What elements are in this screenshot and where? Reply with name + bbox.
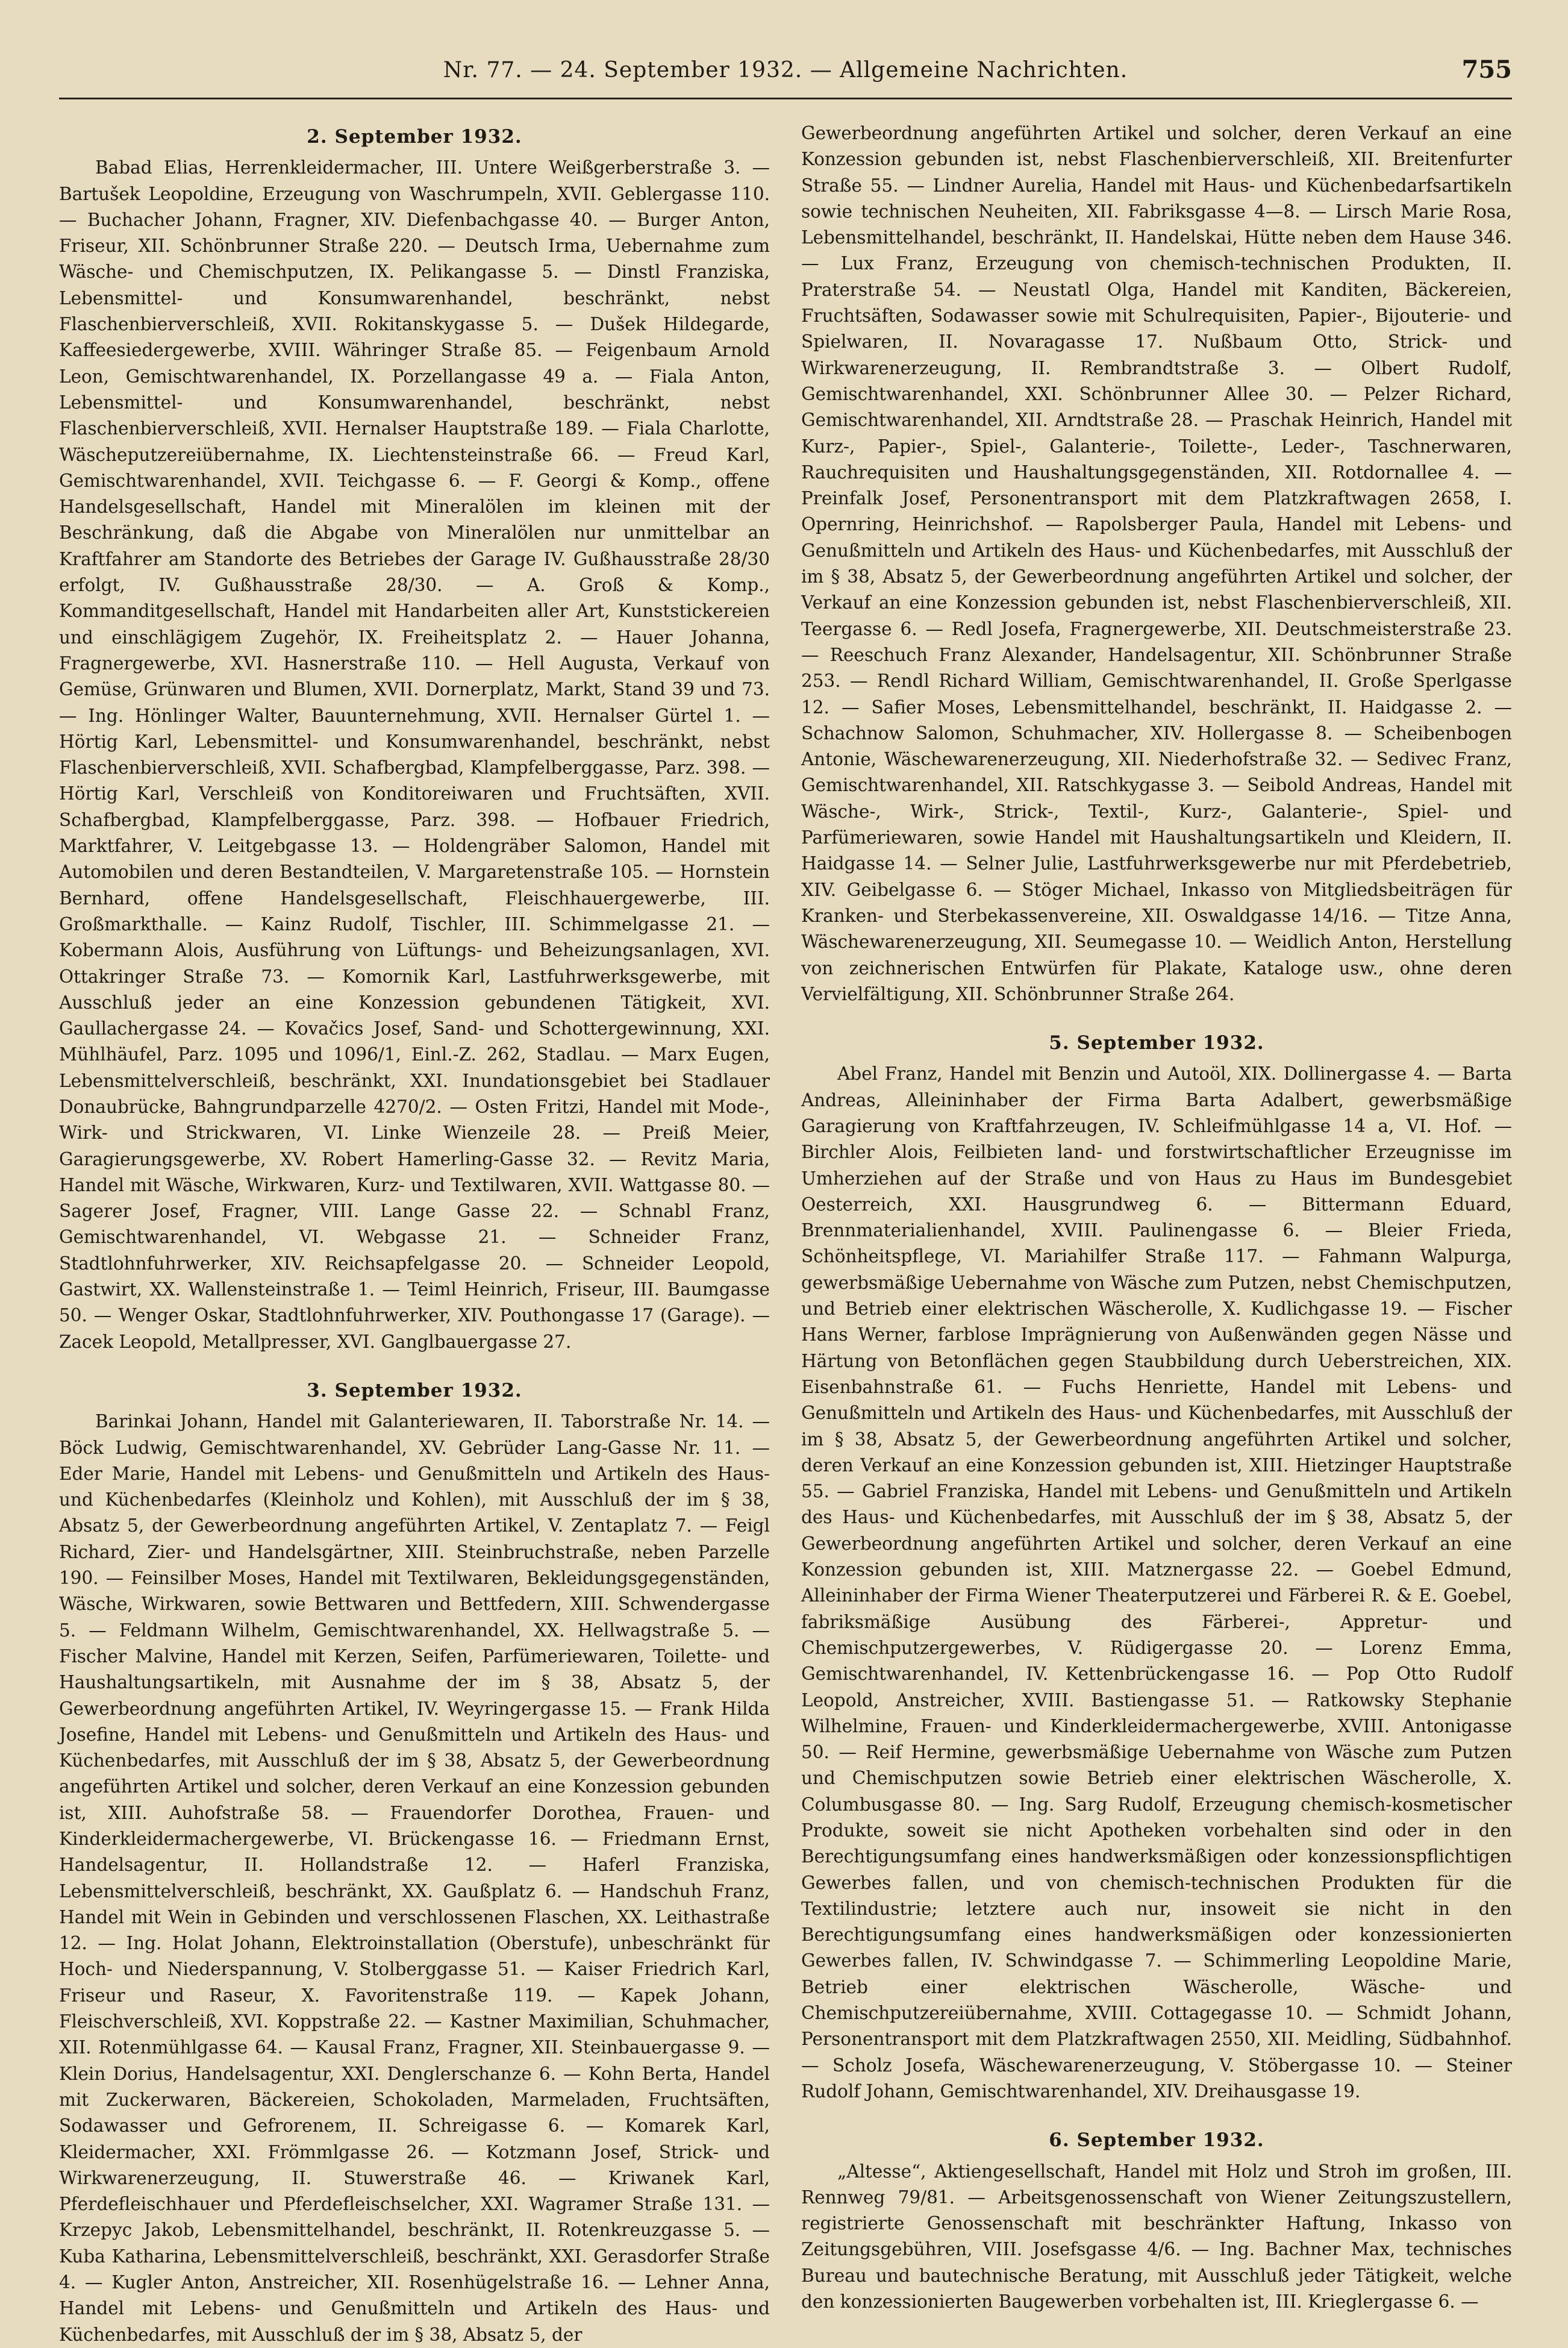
register-entries: Barinkai Johann, Handel mit Galanteriewaren, II. Taborstraße Nr. 14. — Böck Ludwig, Gemischtwarenhandel, XV. Gebrüder Lang-Gasse Nr. 11. — Eder Marie, Handel mit Lebens- und Genußmitteln und Artikeln des Haus- und Küchenbedarfes (Kleinholz und Kohlen), mit Ausschluß der im § 38, Absatz 5, der Gewerbeordnung angeführten Artikel, V. Zentaplatz 7. — Feigl Richard, Zier- und Handelsgärtner, XIII. Steinbruchstraße, neben Parzelle 190. — Feinsilber Moses, Handel mit Textilwaren, Bekleidungsgegenständen, Wäsche, Wirkwaren, sowie Bettwaren und Bettfedern, XIII. Schwendergasse 5. — Feldmann Wilhelm, Gemischtwarenhandel, XX. Hellwagstraße 5. — Fischer Malvine, Handel mit Kerzen, Seifen, Parfümeriewaren, Toilette- und Haushaltungsartikeln, mit Ausnahme der im § 38, Absatz 5, der Gewerbeordnung angeführten Artikel, IV. Weyringergasse 15. — Frank Hilda Josefine, Handel mit Lebens- und Genußmitteln und Artikeln des Haus- und Küchenbedarfes, mit Ausschluß der im § 38, Absatz 5, der Gewerbeordnung angeführten Artikel und solcher, deren Verkauf an eine Konzession gebunden ist, XIII. Auhofstraße 58. — Frauendorfer Dorothea, Frauen- und Kinderkleidermachergewerbe, VI. Brückengasse 16. — Friedmann Ernst, Handelsagentur, II. Hollandstraße 12. — Haferl Franziska, Lebensmittelverschleiß, beschränkt, XX. Gaußplatz 6. — Handschuh Franz, Handel mit Wein in Gebinden und verschlossenen Flaschen, XX. Leithastraße 12. — Ing. Holat Johann, Elektroinstallation (Oberstufe), unbeschränkt für Hoch- und Niederspannung, V. Stolberggasse 51. — Kaiser Friedrich Karl, Friseur und Raseur, X. Favoritenstraße 119. — Kapek Johann, Fleischverschleiß, XVI. Koppstraße 22. — Kastner Maximilian, Schuhmacher, XII. Rotenmühlgasse 64. — Kausal Franz, Fragner, XII. Steinbauergasse 9. — Klein Dorius, Handelsagentur, XXI. Denglerschanze 6. — Kohn Berta, Handel mit Zuckerwaren, Bäckereien, Schokoladen, Marmeladen, Fruchtsäften, Sodawasser und Gefrorenem, II. Schreigasse 6. — Komarek Karl, Kleidermacher, XXI. Frömmlgasse 26. — Kotzmann Josef, Strick- und Wirkwarenerzeugung, II. Stuwerstraße 46. — Kriwanek Karl, Pferdefleischhauer und Pferdefleischselcher, XXI. Wagramer Straße 131. — Krzepyc Jakob, Lebensmittelhandel, beschränkt, II. Rotenkreuzgasse 5. — Kuba Katharina, Lebensmittelverschleiß, beschränkt, XXI. Gerasdorfer Straße 4. — Kugler Anton, Anstreicher, XII. Rosenhügelstraße 16. — Lehner Anna, Handel mit Lebens- und Genußmitteln und Artikeln des Haus- und Küchenbedarfes, mit Ausschluß der im § 38, Absatz 5, der [59,1411,770,2345]
register-entries: Abel Franz, Handel mit Benzin und Autoöl, XIX. Dollinergasse 4. — Barta Andreas, Alleininhaber der Firma Barta Adalbert, gewerbsmäßige Garagierung von Kraftfahrzeugen, IV. Schleifmühlgasse 14 a, VI. Hof. — Birchler Alois, Feilbieten land- und forstwirtschaftlicher Erzeugnisse im Umherziehen auf der Straße und von Haus zu Haus im Bundesgebiet Oesterreich, XXI. Hausgrundweg 6. — Bittermann Eduard, Brennmaterialienhandel, XVIII. Paulinengasse 6. — Bleier Frieda, Schönheitspflege, VI. Mariahilfer Straße 117. — Fahmann Walpurga, gewerbsmäßige Uebernahme von Wäsche zum Putzen, nebst Chemischputzen, und Betrieb einer elektrischen Wäscherolle, X. Kudlichgasse 19. — Fischer Hans Werner, farblose Imprägnierung von Außenwänden gegen Nässe und Härtung von Betonflächen gegen Staubbildung durch Ueberstreichen, XIX. Eisenbahnstraße 61. — Fuchs Henriette, Handel mit Lebens- und Genußmitteln und Artikeln des Haus- und Küchenbedarfes, mit Ausschluß der im § 38, Absatz 5, der Gewerbeordnung angeführten Artikel und solcher, deren Verkauf an eine Konzession gebunden ist, XIII. Hietzinger Hauptstraße 55. — Gabriel Franziska, Handel mit Lebens- und Genußmitteln und Artikeln des Haus- und Küchenbedarfes, mit Ausschluß der im § 38, Absatz 5, der Gewerbeordnung angeführten Artikel und solcher, deren Verkauf an eine Konzession gebunden ist, XIII. Matznergasse 22. — Goebel Edmund, Alleininhaber der Firma Wiener Theaterputzerei und Färberei R. & E. Goebel, fabriksmäßige Ausübung des Färberei-, Appretur- und Chemischputzergewerbes, V. Rüdigergasse 20. — Lorenz Emma, Gemischtwarenhandel, IV. Kettenbrückengasse 16. — Pop Otto Rudolf Leopold, Anstreicher, XVIII. Bastiengasse 51. — Ratkowsky Stephanie Wilhelmine, Frauen- und Kinderkleidermachergewerbe, XVIII. Antonigasse 50. — Reif Hermine, gewerbsmäßige Uebernahme von Wäsche zum Putzen und Chemischputzen sowie Betrieb einer elektrischen Wäscherolle, X. Columbusgasse 80. — Ing. Sarg Rudolf, Erzeugung chemisch-kosmetischer Produkte, soweit sie nicht Apotheken vorbehalten sind oder in den Berechtigungsumfang eines handwerksmäßigen oder konzessionspflichtigen Gewerbes fallen, und von chemisch-technischen Produkten für die Textilindustrie; letztere auch nur, insoweit sie nicht in den Berechtigungsumfang eines handwerksmäßigen oder konzessionierten Gewerbes fallen, IV. Schwindgasse 7. — Schimmerling Leopoldine Marie, Betrieb einer elektrischen Wäscherolle, Wäsche- und Chemischputzereiübernahme, XVIII. Cottagegasse 10. — Schmidt Johann, Personentransport mit dem Platzkraftwagen 2550, XII. Meidling, Südbahnhof. — Scholz Josefa, Wäschewarenerzeugung, V. Stöbergasse 10. — Steiner Rudolf Johann, Gemischtwarenhandel, XIV. Dreihausgasse 19. [801,1063,1512,2102]
page-header [59,49,1512,99]
running-title: Nr. 77. — 24. September 1932. — Allgemeine Nachrichten. [443,58,1128,83]
register-entries: „Altesse“, Aktiengesellschaft, Handel mit Holz und Stroh im großen, III. Rennweg 79/81. — Arbeitsgenossenschaft von Wiener Zeitungszustellern, registrierte Genossenschaft mit beschränkter Haftung, Inkasso von Zeitungsgebühren, VIII. Josefsgasse 4/6. — Ing. Bachner Max, technisches Bureau und bautechnische Beratung, mit Ausschluß jeder Tätigkeit, welche den konzessionierten Baugewerben vorbehalten ist, III. Krieglergasse 6. — [801,2161,1512,2312]
page-number: 755 [1461,55,1512,84]
section-date: 3. September 1932. [307,1379,522,1401]
section-date: 6. September 1932. [1049,2129,1264,2152]
section-date: 5. September 1932. [1049,1032,1264,1054]
section-date: 2. September 1932. [307,126,522,148]
right-column [801,121,1512,2312]
register-entries-continued: Gewerbeordnung angeführten Artikel und solcher, deren Verkauf an eine Konzession gebunden ist, nebst Flaschenbierverschleiß, XII. Breitenfurter Straße 55. — Lindner Aurelia, Handel mit Haus- und Küchenbedarfsartikeln sowie technischen Neuheiten, XII. Fabriksgasse 4—8. — Lirsch Marie Rosa, Lebensmittelhandel, beschränkt, II. Handelskai, Hütte neben dem Hause 346. — Lux Franz, Erzeugung von chemisch-technischen Produkten, II. Praterstraße 54. — Neustatl Olga, Handel mit Kanditen, Bäckereien, Fruchtsäften, Sodawasser sowie mit Schulrequisiten, Papier-, Bijouterie- und Spielwaren, II. Novaragasse 17. Nußbaum Otto, Strick- und Wirkwarenerzeugung, II. Rembrandtstraße 3. — Olbert Rudolf, Gemischtwarenhandel, XXI. Schönbrunner Allee 30. — Pelzer Richard, Gemischtwarenhandel, XII. Arndtstraße 28. — Praschak Heinrich, Handel mit Kurz-, Papier-, Spiel-, Galanterie-, Toilette-, Leder-, Taschnerwaren, Rauchrequisiten und Haushaltungsgegenständen, XII. Rotdornallee 4. — Preinfalk Josef, Personentransport mit dem Platzkraftwagen 2658, I. Opernring, Heinrichshof. — Rapolsberger Paula, Handel mit Lebens- und Genußmitteln und Artikeln des Haus- und Küchenbedarfes, mit Ausschluß der im § 38, Absatz 5, der Gewerbeordnung angeführten Artikel und solcher, der Verkauf an eine Konzession gebunden ist, nebst Flaschenbierverschleiß, XII. Teergasse 6. — Redl Josefa, Fragnergewerbe, XII. Deutschmeisterstraße 23. — Reeschuch Franz Alexander, Handelsagentur, XII. Schönbrunner Straße 253. — Rendl Richard William, Gemischtwarenhandel, II. Große Sperlgasse 12. — Safier Moses, Lebensmittelhandel, beschränkt, II. Haidgasse 2. — Schachnow Salomon, Schuhmacher, XIV. Hollergasse 8. — Scheibenbogen Antonie, Wäschewarenerzeugung, XII. Niederhofstraße 32. — Sedivec Franz, Gemischtwarenhandel, XII. Ratschkygasse 3. — Seibold Andreas, Handel mit Wäsche-, Wirk-, Strick-, Textil-, Kurz-, Galanterie-, Spiel- und Parfümeriewaren, sowie Handel mit Haushaltungsartikeln und Kleidern, II. Haidgasse 14. — Selner Julie, Lastfuhrwerksgewerbe nur mit Pferdebetrieb, XIV. Geibelgasse 6. — Stöger Michael, Inkasso von Mitgliedsbeiträgen für Kranken- und Sterbekassenvereine, XII. Oswaldgasse 14/16. — Titze Anna, Wäschewarenerzeugung, XII. Seumegasse 10. — Weidlich Anton, Herstellung von zeichnerischen Entwürfen für Plakate, Kataloge usw., ohne deren Vervielfältigung, XII. Schönbrunner Straße 264. [801,123,1512,1004]
register-entries: Babad Elias, Herrenkleidermacher, III. Untere Weißgerberstraße 3. — Bartušek Leopoldine, Erzeugung von Waschrumpeln, XVII. Geblergasse 110. — Buchacher Johann, Fragner, XIV. Diefenbachgasse 40. — Burger Anton, Friseur, XII. Schönbrunner Straße 220. — Deutsch Irma, Uebernahme zum Wäsche- und Chemischputzen, IX. Pelikangasse 5. — Dinstl Franziska, Lebensmittel- und Konsumwarenhandel, beschränkt, nebst Flaschenbierverschleiß, XVII. Rokitanskygasse 5. — Dušek Hildegarde, Kaffeesiedergewerbe, XVIII. Währinger Straße 85. — Feigenbaum Arnold Leon, Gemischtwarenhandel, IX. Porzellangasse 49 a. — Fiala Anton, Lebensmittel- und Konsumwarenhandel, beschränkt, nebst Flaschenbierverschleiß, XVII. Hernalser Hauptstraße 189. — Fiala Charlotte, Wäscheputzereiübernahme, IX. Liechtensteinstraße 66. — Freud Karl, Gemischtwarenhandel, XVII. Teichgasse 6. — F. Georgi & Komp., offene Handelsgesellschaft, Handel mit Mineralölen im kleinen mit der Beschränkung, daß die Abgabe von Mineralölen nur unmittelbar an Kraftfahrer am Standorte des Betriebes der Garage IV. Gußhausstraße 28/30 erfolgt, IV. Gußhausstraße 28/30. — A. Groß & Komp., Kommanditgesellschaft, Handel mit Handarbeiten aller Art, Kunststickereien und einschlägigem Zugehör, IX. Freiheitsplatz 2. — Hauer Johanna, Fragnergewerbe, XVI. Hasnerstraße 110. — Hell Augusta, Verkauf von Gemüse, Grünwaren und Blumen, XVII. Dornerplatz, Markt, Stand 39 und 73. — Ing. Hönlinger Walter, Bauunternehmung, XVII. Hernalser Gürtel 1. — Hörtig Karl, Lebensmittel- und Konsumwarenhandel, beschränkt, nebst Flaschenbierverschleiß, XVII. Schafbergbad, Klampfelberggasse, Parz. 398. — Hörtig Karl, Verschleiß von Konditoreiwaren und Fruchtsäften, XVII. Schafbergbad, Klampfelberggasse, Parz. 398. — Hofbauer Friedrich, Marktfahrer, V. Leitgebgasse 13. — Holdengräber Salomon, Handel mit Automobilen und deren Bestandteilen, V. Margaretenstraße 105. — Hornstein Bernhard, offene Handelsgesellschaft, Fleischhauergewerbe, III. Großmarkthalle. — Kainz Rudolf, Tischler, III. Schimmelgasse 21. — Kobermann Alois, Ausführung von Lüftungs- und Beheizungsanlagen, XVI. Ottakringer Straße 73. — Komornik Karl, Lastfuhrwerksgewerbe, mit Ausschluß jeder an eine Konzession gebundenen Tätigkeit, XVI. Gaullachergasse 24. — Kovačics Josef, Sand- und Schottergewinnung, XXI. Mühlhäufel, Parz. 1095 und 1096/1, Einl.-Z. 262, Stadlau. — Marx Eugen, Lebensmittelverschleiß, beschränkt, XXI. Inundationsgebiet bei Stadlauer Donaubrücke, Bahngrundparzelle 4270/2. — Osten Fritzi, Handel mit Mode-, Wirk- und Strickwaren, VI. Linke Wienzeile 28. — Preiß Meier, Garagierungsgewerbe, XV. Robert Hamerling-Gasse 32. — Revitz Maria, Handel mit Wäsche, Wirkwaren, Kurz- und Textilwaren, XVII. Wattgasse 80. — Sagerer Josef, Fragner, VIII. Lange Gasse 22. — Schnabl Franz, Gemischtwarenhandel, VI. Webgasse 21. — Schneider Franz, Stadtlohnfuhrwerker, XIV. Reichsapfelgasse 20. — Schneider Leopold, Gastwirt, XX. Wallensteinstraße 1. — Teiml Heinrich, Friseur, III. Baumgasse 50. — Wenger Oskar, Stadtlohnfuhrwerker, XIV. Pouthongasse 17 (Garage). — Zacek Leopold, Metallpresser, XVI. Ganglbauergasse 27. [59,157,770,1352]
left-column [59,121,770,2345]
